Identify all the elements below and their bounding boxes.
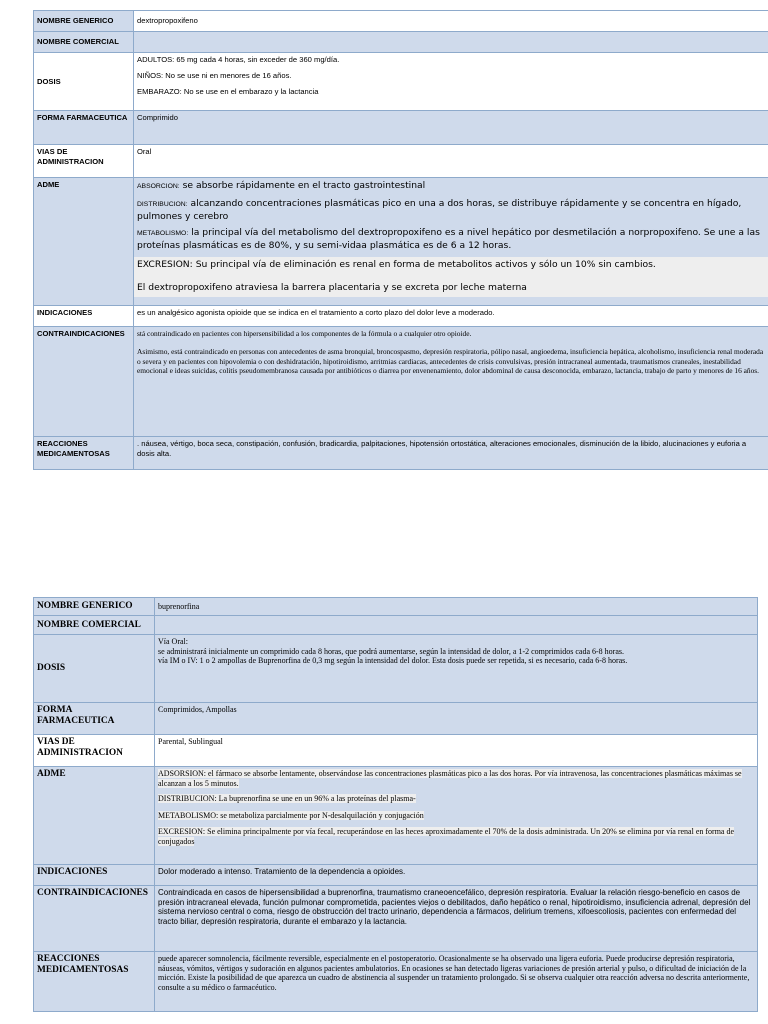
adme-absorption-2: ADSORSION: el fármaco se absorbe lentamente, observándose las concentraciones plasmáticas pico a las dos horas. Por vía intravenosa, las concentraciones plasmáticas máximas se alcanzan a los 5 minutos. xyxy=(158,769,742,788)
commercial-name-value-2 xyxy=(155,616,758,635)
adme-value xyxy=(134,178,768,306)
dosage-form-value: Comprimido xyxy=(134,111,768,145)
generic-name-value: dextropropoxifeno xyxy=(134,11,768,32)
adme-value-2 xyxy=(155,767,758,865)
adme-excretion-2: EXCRESION: Se elimina principalmente por vía fecal, recuperándose en las heces aproximadamente el 70% de la dosis administrada. Un 20% se elimina por vía renal en forma de conjugados xyxy=(158,827,735,846)
generic-name-label: NOMBRE GENERICO xyxy=(34,11,134,32)
adme-excretion: EXCRESION: Su principal vía de eliminación es renal en forma de metabolitos activos y sólo un 10% sin cambios. xyxy=(137,259,656,271)
commercial-name-label-2: NOMBRE COMERCIAL xyxy=(34,616,155,635)
commercial-name-value xyxy=(134,32,768,53)
contraindications-value-2: Contraindicada en casos de hipersensibilidad a buprenorfina, traumatismo craneoencefálico, depresión respiratoria. Evaluar la relación riesgo-beneficio en casos de presión intracraneal elevada, función pulmonar comprometida, pacientes viejos o debilitados, daño hepático o renal, hipotiroidismo, insuficiencia adrenal, depresión del sistema nervioso central o coma, riesgo de obstrucción del tracto urinario, dependencia a fármacos, delirium tremens, xifoescoliosis, pacientes con enfermedad del tracto biliar, depresión respiratoria, durante el embarazo y la lactancia. xyxy=(155,886,758,952)
dose-label-2: DOSIS xyxy=(34,635,155,703)
contraindications-p2: Asimismo, está contraindicado en personas con antecedentes de asma bronquial, broncospasmo, depresión respiratoria, pólipo nasal, angioedema, insuficiencia hepática, alcoholismo, insuficiencia renal moderada o severa y en pacientes con hipovolemia o con deshidratación, hipotiroidismo, arritmias cardiacas, antecedentes de crisis convulsivas, presión intracraneal aumentada, traumatismos craneales, inestabilidad emocional e ideas suicidas, colitis pseudomembranosa causada por antibióticos o diarrea por envenenamiento, dolor abdominal de causa desconocida, embarazo, lactancia, trabajo de parto y menores de 16 años. xyxy=(137,347,764,376)
dose-oral-heading: Vía Oral: xyxy=(158,637,188,646)
dosage-form-value-2: Comprimidos, Ampollas xyxy=(155,703,758,735)
contraindications-label-2: CONTRAINDICACIONES xyxy=(34,886,155,952)
indications-value: es un analgésico agonista opioide que se indica en el tratamiento a corto plazo del dolor leve a moderado. xyxy=(134,306,768,327)
reactions-value-2: puede aparecer somnolencia, fácilmente reversible, especialmente en el postoperatorio. Ocasionalmente se ha observado una ligera euforia. Puede producirse depresión respiratoria, náuseas, vómitos, vértigos y sudoración en algunos pacientes ambulatorios. En ocasiones se han detectado ligeras variaciones de presión arterial y pulso, o dificultad de iniciación de la micción. Existe la posibilidad de que aparezca un cuadro de abstinencia al suspender un tratamiento prolongado. Si se observa cualquier otra reacción adversa no descrita anteriormente, consulte a su médico o farmacéutico. xyxy=(155,952,758,1012)
adme-metabolism-2: METABOLISMO: se metaboliza parcialmente por N-desalquilación y conjugación xyxy=(158,810,424,820)
contraindications-label: CONTRAINDICACIONES xyxy=(34,327,134,437)
adme-absorption: ABSORCION: se absorbe rápidamente en el tracto gastrointestinal xyxy=(137,180,426,191)
indications-label: INDICACIONES xyxy=(34,306,134,327)
indications-value-2: Dolor moderado a intenso. Tratamiento de la dependencia a opioides. xyxy=(155,865,758,886)
adme-distribution: DISTRIBUCION: alcanzando concentraciones plasmáticas pico en una a dos horas, se distribuye rápidamente y se concentra en hígado, pulmones y cerebro xyxy=(137,198,742,222)
indications-label-2: INDICACIONES xyxy=(34,865,155,886)
contraindications-value xyxy=(134,327,768,437)
reactions-value: . náusea, vértigo, boca seca, constipación, confusión, bradicardia, palpitaciones, hipotensión ortostática, alteraciones emocionales, disminución de la libido, alucinaciones y euforia a dosis alta. xyxy=(134,437,768,470)
adme-placenta: El dextropropoxifeno atraviesa la barrera placentaria y se excreta por leche materna xyxy=(137,282,527,294)
adme-label-2: ADME xyxy=(34,767,155,865)
adme-metabolism: METABOLISMO: la principal vía del metabolismo del dextropropoxifeno es a nivel hepático por desmetilación a norpropoxifeno. Se une a las proteínas plasmáticas es de 80%, y su semi-vidaa plasmática es de 6 a 12 horas. xyxy=(137,227,760,251)
buprenorfina-table xyxy=(33,597,758,1012)
dose-adults: ADULTOS: 65 mg cada 4 horas, sin exceder de 360 mg/día. xyxy=(137,55,340,64)
dosage-form-label-2: FORMA FARMACEUTICA xyxy=(34,703,155,735)
reactions-label-2: REACCIONES MEDICAMENTOSAS xyxy=(34,952,155,1012)
dose-injection-text: vía IM o IV: 1 o 2 ampollas de Buprenorfina de 0,3 mg según la intensidad del dolor. Esta dosis puede ser repetida, si es necesario, cada 6-8 horas. xyxy=(158,656,628,666)
contraindications-p1: stá contraindicado en pacientes con hipersensibilidad a los componentes de la fórmula o a cualquier otro opioide. xyxy=(137,329,472,338)
dose-label: DOSIS xyxy=(34,53,134,111)
dextropropoxifeno-table xyxy=(33,10,768,470)
dosage-form-label: FORMA FARMACEUTICA xyxy=(34,111,134,145)
route-value-2: Parental, Sublingual xyxy=(155,735,758,767)
adme-label: ADME xyxy=(34,178,134,306)
reactions-label: REACCIONES MEDICAMENTOSAS xyxy=(34,437,134,470)
generic-name-label-2: NOMBRE GENERICO xyxy=(34,598,155,616)
commercial-name-label: NOMBRE COMERCIAL xyxy=(34,32,134,53)
dose-oral-text: se administrará inicialmente un comprimido cada 8 horas, que podrá aumentarse, según la intensidad de dolor, a 1-2 comprimidos cada 6-8 horas. xyxy=(158,646,624,656)
route-label: VIAS DE ADMINISTRACION xyxy=(34,145,134,178)
dose-value xyxy=(134,53,768,111)
generic-name-value-2: buprenorfina xyxy=(155,598,758,616)
route-value: Oral xyxy=(134,145,768,178)
adme-distribution-2: DISTRIBUCION: La buprenorfina se une en un 96% a las proteínas del plasma- xyxy=(158,794,416,804)
dose-value-2 xyxy=(155,635,758,703)
dose-pregnancy: EMBARAZO: No se use en el embarazo y la lactancia xyxy=(137,87,319,96)
route-label-2: VIAS DE ADMINISTRACION xyxy=(34,735,155,767)
dose-children: NIÑOS: No se use ni en menores de 16 años. xyxy=(137,71,292,80)
